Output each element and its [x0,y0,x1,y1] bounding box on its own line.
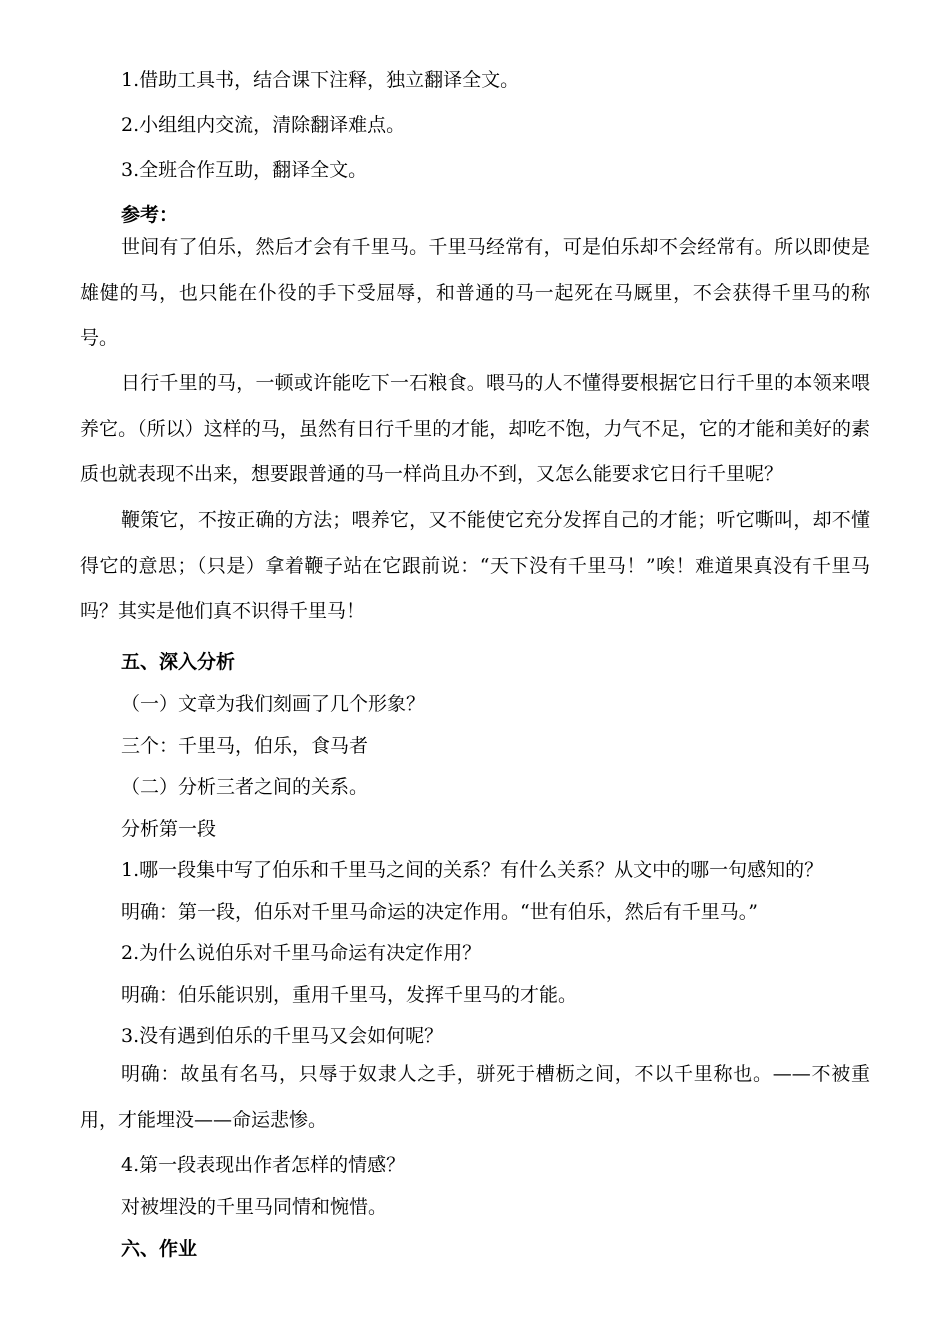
translation-paragraph-3: 鞭策它，不按正确的方法；喂养它，又不能使它充分发挥自己的才能；听它嘶叫，却不懂得它的意思；（只是）拿着鞭子站在它跟前说：“天下没有千里马！”唉！难道果真没有千里马吗？其实是他们真不识得千里马！ [80,509,870,622]
question-4: 4.第一段表现出作者怎样的情感？ [121,1154,406,1176]
analysis-item-5: 3.没有遇到伯乐的千里马又会如何呢？ [121,1025,444,1047]
answer-4: 对被埋没的千里马同情和惋惜。 [121,1196,388,1218]
sub-heading: 分析第一段 [121,818,217,840]
question-2: （二）分析三者之间的关系。 [121,776,369,798]
step-2: 2.小组组内交流，清除翻译难点。 [121,114,406,136]
analysis-item-3: 2.为什么说伯乐对千里马命运有决定作用？ [121,942,482,964]
translation-paragraph-2: 日行千里的马，一顿或许能吃下一石粮食。喂马的人不懂得要根据它日行千里的本领来喂养它。（所以）这样的马，虽然有日行千里的才能，却吃不饱，力气不足，它的才能和美好的素质也就表现不出来，想要跟普通的马一样尚且办不到，又怎么能要求它日行千里呢？ [80,372,870,485]
answer-1: 三个：千里马，伯乐，食马者 [121,735,369,757]
analysis-item-4: 明确：伯乐能识别，重用千里马，发挥千里马的才能。 [121,984,578,1006]
step-1: 1.借助工具书，结合课下注释，独立翻译全文。 [121,69,520,91]
section-5-heading: 五、深入分析 [121,651,236,673]
section-6-heading: 六、作业 [121,1238,198,1260]
reference-heading: 参考： [121,204,179,226]
step-3: 3.全班合作互助，翻译全文。 [121,159,368,181]
translation-paragraph-1: 世间有了伯乐，然后才会有千里马。千里马经常有，可是伯乐却不会经常有。所以即使是雄健的马，也只能在仆役的手下受屈辱，和普通的马一起死在马厩里，不会获得千里马的称号。 [80,236,870,349]
analysis-item-2: 明确：第一段，伯乐对千里马命运的决定作用。“世有伯乐，然后有千里马。” [121,901,758,923]
analysis-item-1: 1.哪一段集中写了伯乐和千里马之间的关系？有什么关系？从文中的哪一句感知的？ [121,859,824,881]
question-1: （一）文章为我们刻画了几个形象？ [121,693,426,715]
answer-3-paragraph: 明确：故虽有名马，只辱于奴隶人之手，骈死于槽枥之间，不以千里称也。——不被重用，才能埋没——命运悲惨。 [80,1063,870,1131]
